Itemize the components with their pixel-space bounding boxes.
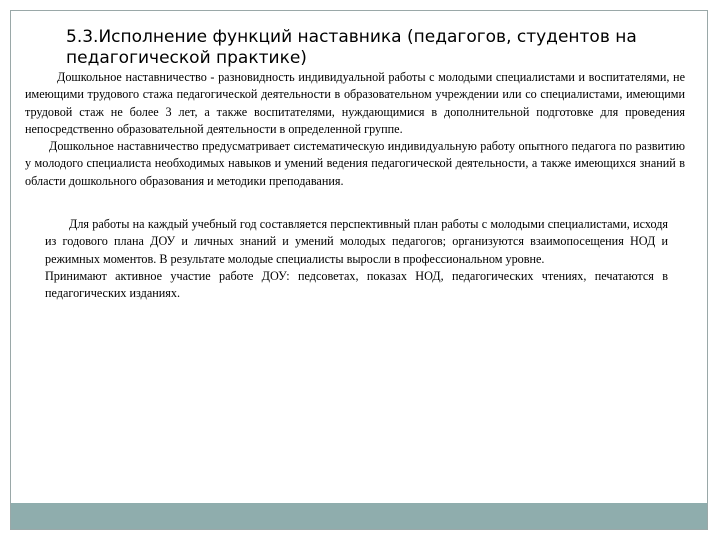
plan-text-block xyxy=(45,216,668,302)
footer-band xyxy=(11,503,707,529)
intro-text-block xyxy=(25,69,685,190)
slide-title: 5.3.Исполнение функций наставника (педагогов, студентов на педагогической практике) xyxy=(66,27,637,68)
paragraph-definition: Дошкольное наставничество - разновидность индивидуальной работы с молодыми специалистами и воспитателями, не имеющими трудового стажа педагогической деятельности в образовательном учреждении или со специалистами, имеющими трудовой стаж не более 3 лет, а также воспитателями, нуждающимися в дополнительной подготовке для проведения непосредственно образовательной деятельности в определенной группе. xyxy=(25,70,685,136)
paragraph-systematic-work: Дошкольное наставничество предусматривает систематическую индивидуальную работу опытного педагога по развитию у молодого специалиста необходимых навыков и умений ведения педагогической деятельности, а также имеющихся знаний в области дошкольного образования и методики преподавания. xyxy=(25,139,685,188)
paragraph-participation: Принимают активное участие работе ДОУ: педсоветах, показах НОД, педагогических чтениях, печатаются в педагогических изданиях. xyxy=(45,268,668,301)
paragraph-annual-plan: Для работы на каждый учебный год составляется перспективный план работы с молодыми специалистами, исходя из годового плана ДОУ и личных знаний и умений молодых педагогов; организуются взаимопосещения НОД и режимных моментов. В результате молодые специалисты выросли в профессиональном уровне. xyxy=(45,217,668,266)
